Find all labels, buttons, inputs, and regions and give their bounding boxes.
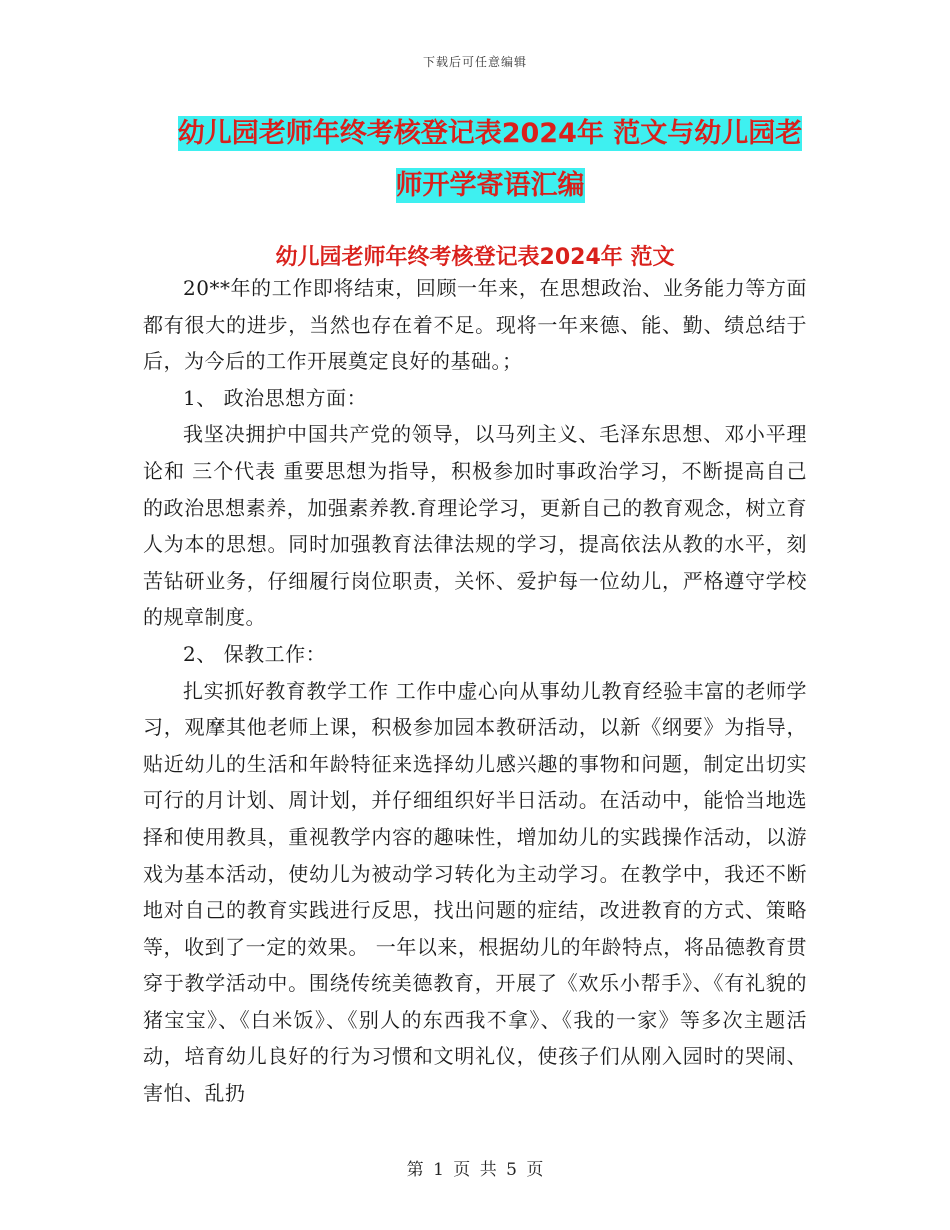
title-line-1: 幼儿园老师年终考核登记表2024年 范文与幼儿园老 (177, 118, 803, 149)
heading-political: 1、 政治思想方面： (183, 385, 368, 410)
paragraph-intro: 20**年的工作即将结束，回顾一年来，在思想政治、业务能力等方面都有很大的进步，当然也存在着不足。现将一年来德、能、勤、绩总结于后，为今后的工作开展奠定良好的基础。； (143, 276, 807, 374)
page-number-footer: 第 1 页 共 5 页 (406, 1160, 544, 1180)
header-note: 下载后可任意编辑 (422, 55, 527, 69)
heading-teaching: 2、 保教工作： (183, 641, 327, 666)
title-line-2: 师开学寄语汇编 (395, 170, 585, 201)
paragraph-political: 我坚决拥护中国共产党的领导，以马列主义、毛泽东思想、邓小平理论和 三个代表 重要思想为指导，积极参加时事政治学习，不断提高自己的政治思想素养，加强素养教.育理论学习，更新自己的教育观念，树立育人为本的思想。同时加强教育法律法规的学习，提高依法从教的水平，刻苦钻研业务，仔细履行岗位职责，关怀、爱护每一位幼儿，严格遵守学校的规章制度。 (143, 422, 807, 630)
document-title (140, 108, 840, 212)
paragraph-teaching: 扎实抓好教育教学工作 工作中虚心向从事幼儿教育经验丰富的老师学习，观摩其他老师上课，积极参加园本教研活动，以新《纲要》为指导，贴近幼儿的生活和年龄特征来选择幼儿感兴趣的事物和问题，制定出切实可行的月计划、周计划，并仔细组织好半日活动。在活动中，能恰当地选择和使用教具，重视教学内容的趣味性，增加幼儿的实践操作活动，以游戏为基本活动，使幼儿为被动学习转化为主动学习。在教学中，我还不断地对自己的教育实践进行反思，找出问题的症结，改进教育的方式、策略等，收到了一定的效果。 一年以来，根据幼儿的年龄特点，将品德教育贯穿于教学活动中。围绕传统美德教育，开展了《欢乐小帮手》、《有礼貌的猪宝宝》、《白米饭》、《别人的东西我不拿》、《我的一家》等多次主题活动，培育幼儿良好的行为习惯和文明礼仪，使孩子们从刚入园时的哭闹、害怕、乱扔 (143, 678, 807, 1106)
section-title: 幼儿园老师年终考核登记表2024年 范文 (275, 245, 675, 270)
document-body (143, 270, 807, 1112)
